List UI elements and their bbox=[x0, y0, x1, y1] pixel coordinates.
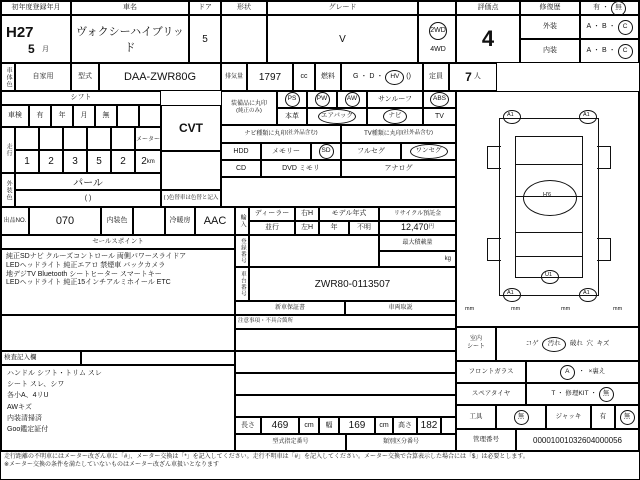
exterior-color-note: ( ) bbox=[15, 190, 161, 207]
seat-label: シート bbox=[466, 344, 485, 350]
drive-2wd: 2WD bbox=[429, 22, 447, 40]
check-line-1: ハンドル シフト・トリム スレ bbox=[7, 370, 102, 377]
mileage-unit-label: メーター bbox=[135, 127, 161, 150]
mileage-d0 bbox=[15, 127, 39, 150]
ext-mark-a: A bbox=[586, 23, 592, 31]
fuel-label: 燃料 bbox=[315, 63, 341, 91]
tv-fullseg: フルセグ bbox=[341, 143, 401, 160]
car-name-value: ヴォクシーハイブリッド bbox=[71, 15, 189, 63]
blank-row-4 bbox=[235, 395, 456, 417]
color-change-note: ( )色替車は色替と記入 bbox=[161, 190, 221, 207]
mark-yabure: 破れ bbox=[569, 339, 583, 347]
diagram-mm-2: mm bbox=[511, 306, 521, 312]
mileage-v4: 2 bbox=[111, 150, 135, 173]
model-label: 型式 bbox=[71, 63, 99, 91]
ac-label: 冷暖房 bbox=[165, 207, 195, 235]
check-title-right bbox=[81, 351, 235, 365]
car-name-label: 車名 bbox=[71, 1, 189, 15]
tv-analog: アナログ bbox=[341, 160, 456, 177]
equip-pw bbox=[307, 91, 337, 108]
frame-no-label bbox=[235, 267, 249, 301]
windshield-marks: A ・ ×裏え bbox=[526, 361, 639, 383]
reg-year-label: 初年度登録年月 bbox=[1, 1, 71, 15]
mark-kizu: キズ bbox=[596, 339, 610, 347]
jack-yes: 有 bbox=[591, 405, 615, 429]
repair-label: 修復歴 bbox=[520, 1, 580, 15]
tools-label: 工具 bbox=[456, 405, 496, 429]
mark-st-d2: ・ bbox=[590, 389, 597, 397]
vehicle-diagram bbox=[456, 91, 639, 327]
diagram-label-a1-fr: A1 bbox=[583, 112, 590, 118]
manage-no-value: 00001001032604000056 bbox=[516, 429, 639, 451]
reg-year-value-cell bbox=[1, 15, 71, 63]
exterior-color-label: 外装色 bbox=[1, 173, 15, 207]
diagram-label-a1-fl: A1 bbox=[507, 112, 514, 118]
height-unit bbox=[441, 417, 456, 434]
equip-navi bbox=[367, 108, 423, 125]
line-v5 bbox=[139, 105, 161, 127]
mark-ana: 穴 bbox=[586, 339, 593, 347]
nav-sd-label: SD bbox=[319, 144, 334, 159]
check-body bbox=[1, 365, 235, 451]
shift-value: CVT bbox=[161, 105, 221, 151]
nav-title bbox=[221, 125, 341, 143]
blank-row-1 bbox=[235, 329, 456, 351]
check-line-6: Goo鑑定証付 bbox=[7, 425, 49, 433]
equipment-title-text: 装備品に丸印 bbox=[230, 100, 267, 107]
spacer-check-top bbox=[1, 315, 235, 351]
mileage-d4 bbox=[111, 127, 135, 150]
tools-mark bbox=[496, 405, 546, 429]
tv-title bbox=[341, 125, 456, 143]
mark-st-kit: 修理KIT bbox=[565, 389, 589, 397]
line-v2: 月 bbox=[73, 105, 95, 127]
mark-ws-a: A bbox=[560, 365, 575, 380]
cabin-marks bbox=[496, 327, 639, 361]
grade-value: V bbox=[267, 15, 418, 63]
equip-leather: 本革 bbox=[277, 108, 307, 125]
interior-color-value bbox=[133, 207, 165, 235]
equipment-title bbox=[221, 91, 277, 125]
left-hand-label: 左H bbox=[295, 221, 319, 235]
exterior-grade-label: 外装 bbox=[520, 15, 580, 39]
equip-abs bbox=[423, 91, 456, 108]
import-label: 輪入 bbox=[235, 207, 249, 235]
nav-dvd: DVD ミモリ bbox=[261, 160, 341, 177]
capacity-value-cell bbox=[449, 63, 497, 91]
mark-st-d1: ・ bbox=[557, 389, 564, 397]
blank-row-3 bbox=[235, 373, 456, 395]
equip-airbag bbox=[307, 108, 367, 125]
mileage-d2 bbox=[63, 127, 87, 150]
nav-title-text: ナビ種類に丸印 bbox=[244, 130, 287, 137]
diagram-mm-3: mm bbox=[561, 306, 571, 312]
capacity-value: 7 bbox=[465, 69, 472, 84]
diagram-mm-1: mm bbox=[465, 306, 475, 312]
jack-no-label: 無 bbox=[620, 410, 635, 425]
exterior-grade-marks: A ・ B ・ C bbox=[580, 15, 639, 39]
jack-no bbox=[615, 405, 639, 429]
exterior-color-value: パール bbox=[15, 173, 161, 190]
footer-line-2: ※メーター交換の条件を満たしていないものはメーター改ざん車扱いとなります bbox=[4, 461, 220, 468]
nav-cd: CD bbox=[221, 160, 261, 177]
diagram-label-a1-rr: A1 bbox=[583, 290, 590, 296]
reg-month-value: 5 bbox=[28, 42, 35, 56]
grade-label: グレード bbox=[267, 1, 418, 15]
mileage-v1: 2 bbox=[39, 150, 63, 173]
mark-st-none: 無 bbox=[599, 387, 614, 402]
drive-4wd: 4WD bbox=[430, 46, 446, 53]
equip-ps bbox=[277, 91, 307, 108]
nav-memory: メモリー bbox=[261, 143, 311, 160]
nav-sd bbox=[311, 143, 341, 160]
type-designation-label: 型式指定番号 bbox=[235, 434, 346, 451]
sales-point-line-2: LEDヘッドライト 純正エアロ 禁煙車 バックカメラ bbox=[6, 261, 166, 269]
ac-value: AAC bbox=[195, 207, 235, 235]
sales-points-title: セールスポイント bbox=[1, 235, 235, 249]
model-year-value: 年 bbox=[319, 221, 349, 235]
equip-sunroof: サンルーフ bbox=[367, 91, 423, 108]
shift-empty-cell bbox=[161, 151, 221, 190]
recycle-label: リサイクル預託金 bbox=[379, 207, 456, 221]
blank-row-2 bbox=[235, 351, 456, 373]
spare-tire-label: スペアタイヤ bbox=[456, 383, 526, 405]
repair-choice-cell: 有 ・ 無 bbox=[580, 1, 639, 15]
int-mark-b: B bbox=[602, 47, 607, 55]
parallel-label: 並行 bbox=[249, 221, 295, 235]
tv-oneseg bbox=[401, 143, 456, 160]
int-mark-c: C bbox=[618, 44, 633, 59]
length-value: 469 bbox=[261, 417, 299, 434]
ext-mark-c: C bbox=[618, 20, 633, 35]
mileage-label: 走行 bbox=[1, 127, 15, 173]
equip-airbag-label: エアバック bbox=[318, 109, 356, 124]
equip-navi-label: ナビ bbox=[383, 109, 407, 124]
fuel-g: G bbox=[353, 73, 359, 81]
lot-no-label: 出品NO. bbox=[1, 207, 29, 235]
fuel-hv: HV bbox=[385, 70, 404, 85]
length-unit: cm bbox=[299, 417, 319, 434]
reg-no-value bbox=[249, 235, 379, 267]
tv-oneseg-label: ワンセグ bbox=[410, 144, 448, 159]
fuel-p2: ) bbox=[408, 73, 411, 81]
cabin-label: 室内 bbox=[469, 336, 482, 343]
nav-hdd: HDD bbox=[221, 143, 261, 160]
shift-label: シフト bbox=[1, 91, 161, 105]
cabin-seat-label bbox=[456, 327, 496, 361]
displacement-unit: cc bbox=[293, 63, 315, 91]
height-label: 高さ bbox=[393, 417, 417, 434]
max-load-value bbox=[379, 251, 456, 267]
max-load-label: 最大積載量 bbox=[379, 235, 456, 251]
fuel-d: D bbox=[369, 73, 375, 81]
recycle-unit: 円 bbox=[428, 224, 435, 231]
width-label: 幅 bbox=[319, 417, 339, 434]
frame-no-label-text: 車台番号 bbox=[239, 271, 246, 297]
mark-yogore: 汚れ bbox=[542, 337, 566, 352]
repair-yes: 有 bbox=[593, 4, 601, 12]
owner-label: 自家用 bbox=[15, 63, 71, 91]
mileage-d1 bbox=[39, 127, 63, 150]
length-label: 長さ bbox=[235, 417, 261, 434]
nav-tv-spacer bbox=[221, 177, 456, 207]
fuel-options: G ・ D ・ HV ( ) bbox=[341, 63, 423, 91]
interior-color-label: 内装色 bbox=[101, 207, 133, 235]
repair-no: 無 bbox=[611, 1, 626, 16]
right-hand-label: 右H bbox=[295, 207, 319, 221]
equip-aw-label: AW bbox=[345, 92, 360, 107]
spare-tire-marks bbox=[526, 383, 639, 405]
check-line-3: 各小A、4リU bbox=[7, 392, 49, 400]
door-label: ドア bbox=[189, 1, 221, 15]
capacity-unit: 人 bbox=[473, 73, 481, 81]
width-unit: cm bbox=[375, 417, 393, 434]
equipment-subtitle: (純正のみ) bbox=[236, 108, 262, 114]
class-code-label: 類別区分番号 bbox=[346, 434, 456, 451]
line-v0: 有 bbox=[29, 105, 51, 127]
mileage-unit: km bbox=[146, 158, 155, 165]
tv-subtitle: (社外品含む) bbox=[401, 130, 433, 137]
diagram-label-u1: U1 bbox=[545, 272, 553, 278]
reg-no-label-text: 登録番号 bbox=[239, 238, 246, 264]
jack-label: ジャッキ bbox=[546, 405, 591, 429]
check-line-5: 内装清掃済 bbox=[7, 414, 42, 422]
line-v1: 年 bbox=[51, 105, 73, 127]
sales-point-line-1: 純正SDナビ クルーズコントロール 両側パワースライドア bbox=[6, 253, 187, 260]
equip-aw bbox=[337, 91, 367, 108]
equip-pw-label: PW bbox=[315, 92, 330, 107]
manage-no-label: 管理番号 bbox=[456, 429, 516, 451]
width-value: 169 bbox=[339, 417, 375, 434]
notes-label: 注意事項・不具合箇所 bbox=[235, 315, 456, 329]
equip-ps-label: PS bbox=[285, 92, 300, 107]
model-value: DAA-ZWR80G bbox=[99, 63, 221, 91]
shape-label: 形状 bbox=[221, 1, 267, 15]
line-v4 bbox=[117, 105, 139, 127]
sales-points-body bbox=[1, 249, 235, 315]
model-year-unknown: 不明 bbox=[349, 221, 379, 235]
mark-tool-none: 無 bbox=[514, 410, 529, 425]
capacity-label: 定員 bbox=[423, 63, 449, 91]
mileage-v3: 5 bbox=[87, 150, 111, 173]
mileage-v5 bbox=[135, 150, 161, 173]
int-mark-a: A bbox=[586, 47, 592, 55]
footer-line-1: 走行距離の不明車にはメーター改ざん車に「#」、メーター交換は「*」を記入してください。走行不明車は「#」を記入してください。メーター交換で合算表示した場合には「$」は必要とします。 bbox=[4, 454, 529, 460]
diagram-label-h6: H'6 bbox=[543, 192, 552, 198]
score-label: 評価点 bbox=[456, 1, 520, 15]
mileage-v0: 1 bbox=[15, 150, 39, 173]
displacement-value: 1797 bbox=[247, 63, 293, 91]
new-warranty-label: 新車保証書 bbox=[235, 301, 345, 315]
interior-grade-marks: A ・ B ・ C bbox=[580, 39, 639, 63]
mark-ws-x: ×裏え bbox=[588, 367, 606, 375]
door-value: 5 bbox=[189, 15, 221, 63]
max-load-unit: kg bbox=[444, 255, 451, 262]
dealer-label: ディーラー bbox=[249, 207, 295, 221]
check-line-4: AWキズ bbox=[7, 403, 32, 411]
score-value: 4 bbox=[456, 15, 520, 63]
diagram-mm-4: mm bbox=[613, 306, 623, 312]
lot-no-value: 070 bbox=[29, 207, 101, 235]
sales-point-line-3: 地デジTV Bluetooth シートヒーター スマートキー bbox=[6, 270, 162, 278]
mileage-v2: 3 bbox=[63, 150, 87, 173]
check-title: 検査記入欄 bbox=[1, 351, 81, 365]
equip-tv: TV bbox=[423, 108, 456, 125]
displacement-label: 排気量 bbox=[221, 63, 247, 91]
tv-title-text: TV種類に丸印 bbox=[364, 130, 402, 137]
check-line-2: シート スレ、シワ bbox=[7, 381, 65, 389]
body-color-label: 車体色 bbox=[1, 63, 15, 91]
mark-koge: コゲ bbox=[525, 339, 539, 347]
height-value: 182 bbox=[417, 417, 441, 434]
nav-subtitle: (社外品含む) bbox=[286, 130, 318, 137]
reg-no-label bbox=[235, 235, 249, 267]
ext-mark-b: B bbox=[602, 23, 607, 31]
reg-year-value: H27 bbox=[6, 24, 34, 41]
recycle-value-cell bbox=[379, 221, 456, 235]
diagram-label-a1-rl: A1 bbox=[507, 290, 514, 296]
reg-month-unit: 月 bbox=[42, 46, 49, 53]
mark-st-t: T bbox=[551, 389, 556, 397]
model-year-label: モデル年式 bbox=[319, 207, 379, 221]
interior-grade-label: 内装 bbox=[520, 39, 580, 63]
footer bbox=[1, 451, 639, 479]
windshield-label: フロントガラス bbox=[456, 361, 526, 383]
recycle-value: 12,470 bbox=[400, 222, 429, 233]
fuel-p1: ( bbox=[406, 73, 409, 81]
drive-label bbox=[418, 1, 456, 15]
vehicle-manual-label: 車両取説 bbox=[345, 301, 456, 315]
equip-abs-label: ABS bbox=[430, 92, 449, 107]
mileage-d3 bbox=[87, 127, 111, 150]
line-label: 車検 bbox=[1, 105, 29, 127]
drive-cell bbox=[418, 15, 456, 63]
sales-point-line-4: LEDヘッドライト 純正15インチアルミホイール ETC bbox=[6, 279, 171, 287]
shape-value bbox=[221, 15, 267, 63]
frame-no-value: ZWR80-0113507 bbox=[249, 267, 456, 301]
line-v3: 無 bbox=[95, 105, 117, 127]
mileage-v5-digit: 2 bbox=[141, 156, 147, 167]
